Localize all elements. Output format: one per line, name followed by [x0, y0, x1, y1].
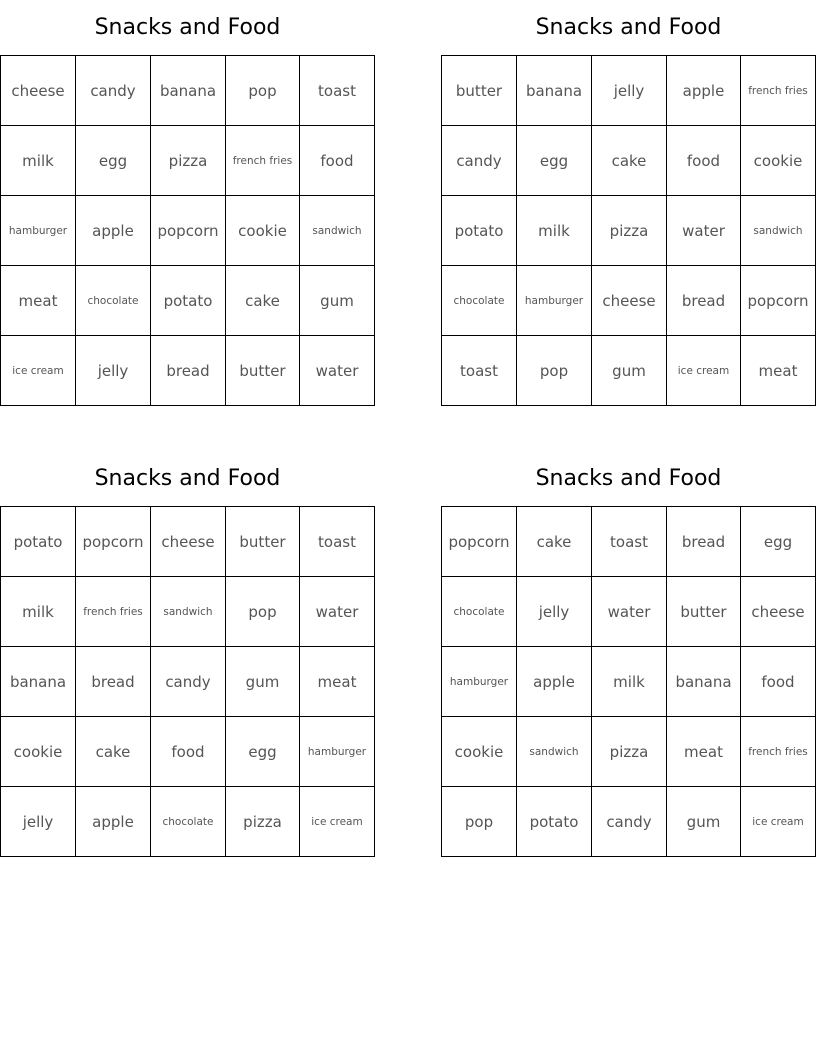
bingo-cell: bread — [151, 336, 226, 406]
bingo-cell: popcorn — [741, 266, 816, 336]
bingo-card — [0, 451, 375, 831]
bingo-cell: bread — [667, 507, 741, 577]
bingo-cell: cheese — [1, 56, 76, 126]
bingo-cell: french fries — [76, 577, 151, 647]
bingo-cell: meat — [300, 647, 375, 717]
card-title: Snacks and Food — [535, 466, 722, 491]
bingo-cell: water — [592, 577, 667, 647]
bingo-cell: candy — [151, 647, 226, 717]
bingo-cell: potato — [517, 787, 592, 857]
bingo-cell: cookie — [226, 196, 300, 266]
bingo-cell: cookie — [442, 717, 517, 787]
bingo-grid — [441, 506, 816, 857]
bingo-cell: sandwich — [300, 196, 375, 266]
bingo-cell: sandwich — [741, 196, 816, 266]
bingo-cell: toast — [592, 507, 667, 577]
bingo-cell: french fries — [741, 56, 816, 126]
card-title: Snacks and Food — [94, 466, 281, 491]
bingo-grid — [0, 506, 375, 857]
bingo-cell: egg — [76, 126, 151, 196]
bingo-cell: gum — [300, 266, 375, 336]
bingo-card — [0, 0, 375, 380]
bingo-cell: cheese — [151, 507, 226, 577]
bingo-cell: candy — [76, 56, 151, 126]
bingo-cell: butter — [442, 56, 517, 126]
bingo-cell: cookie — [1, 717, 76, 787]
bingo-cell: hamburger — [517, 266, 592, 336]
bingo-cell: sandwich — [517, 717, 592, 787]
bingo-cell: candy — [592, 787, 667, 857]
bingo-cell: ice cream — [667, 336, 741, 406]
bingo-cell: pizza — [151, 126, 226, 196]
bingo-cell: ice cream — [300, 787, 375, 857]
bingo-cell: apple — [76, 787, 151, 857]
bingo-cell: ice cream — [741, 787, 816, 857]
bingo-cell: meat — [1, 266, 76, 336]
bingo-cell: cake — [592, 126, 667, 196]
bingo-cell: potato — [1, 507, 76, 577]
bingo-cell: cheese — [741, 577, 816, 647]
bingo-cell: egg — [517, 126, 592, 196]
bingo-card — [441, 451, 816, 831]
bingo-cell: food — [300, 126, 375, 196]
bingo-cell: sandwich — [151, 577, 226, 647]
bingo-cell: chocolate — [442, 266, 517, 336]
bingo-cell: apple — [517, 647, 592, 717]
bingo-cell: cake — [76, 717, 151, 787]
card-title: Snacks and Food — [94, 15, 281, 40]
bingo-cell: butter — [667, 577, 741, 647]
bingo-cell: chocolate — [151, 787, 226, 857]
bingo-cell: french fries — [741, 717, 816, 787]
bingo-cell: pizza — [592, 717, 667, 787]
bingo-cell: food — [151, 717, 226, 787]
bingo-cell: popcorn — [76, 507, 151, 577]
bingo-card — [441, 0, 816, 380]
bingo-cell: cookie — [741, 126, 816, 196]
bingo-cell: banana — [1, 647, 76, 717]
bingo-cell: apple — [76, 196, 151, 266]
bingo-cell: ice cream — [1, 336, 76, 406]
bingo-cell: popcorn — [442, 507, 517, 577]
bingo-grid — [441, 55, 816, 406]
bingo-cell: gum — [667, 787, 741, 857]
bingo-cell: bread — [667, 266, 741, 336]
bingo-cell: water — [300, 336, 375, 406]
bingo-cell: chocolate — [76, 266, 151, 336]
bingo-cell: jelly — [1, 787, 76, 857]
bingo-cell: jelly — [592, 56, 667, 126]
bingo-cell: pop — [226, 577, 300, 647]
bingo-cell: food — [741, 647, 816, 717]
bingo-cell: pizza — [226, 787, 300, 857]
bingo-grid — [0, 55, 375, 406]
bingo-cell: toast — [300, 56, 375, 126]
bingo-cell: apple — [667, 56, 741, 126]
bingo-cell: banana — [517, 56, 592, 126]
bingo-cell: candy — [442, 126, 517, 196]
bingo-cell: milk — [517, 196, 592, 266]
bingo-cell: hamburger — [442, 647, 517, 717]
bingo-cell: pop — [442, 787, 517, 857]
bingo-cell: water — [300, 577, 375, 647]
bingo-cell: milk — [1, 126, 76, 196]
bingo-cell: french fries — [226, 126, 300, 196]
bingo-cell: cheese — [592, 266, 667, 336]
bingo-cell: jelly — [517, 577, 592, 647]
bingo-cell: meat — [741, 336, 816, 406]
bingo-cell: butter — [226, 336, 300, 406]
bingo-cell: pop — [517, 336, 592, 406]
bingo-cell: water — [667, 196, 741, 266]
bingo-cell: milk — [1, 577, 76, 647]
bingo-cell: jelly — [76, 336, 151, 406]
bingo-cell: potato — [442, 196, 517, 266]
bingo-cell: hamburger — [1, 196, 76, 266]
bingo-cell: potato — [151, 266, 226, 336]
bingo-cell: banana — [667, 647, 741, 717]
bingo-cell: pizza — [592, 196, 667, 266]
bingo-cell: hamburger — [300, 717, 375, 787]
bingo-cell: cake — [517, 507, 592, 577]
bingo-cell: meat — [667, 717, 741, 787]
bingo-cell: butter — [226, 507, 300, 577]
bingo-cell: cake — [226, 266, 300, 336]
bingo-cell: food — [667, 126, 741, 196]
bingo-cell: egg — [226, 717, 300, 787]
bingo-cell: pop — [226, 56, 300, 126]
card-title: Snacks and Food — [535, 15, 722, 40]
bingo-cell: popcorn — [151, 196, 226, 266]
bingo-cell: chocolate — [442, 577, 517, 647]
bingo-cell: gum — [592, 336, 667, 406]
bingo-cell: toast — [300, 507, 375, 577]
bingo-cell: toast — [442, 336, 517, 406]
bingo-cell: milk — [592, 647, 667, 717]
bingo-cell: gum — [226, 647, 300, 717]
bingo-cell: bread — [76, 647, 151, 717]
bingo-cell: banana — [151, 56, 226, 126]
bingo-cell: egg — [741, 507, 816, 577]
